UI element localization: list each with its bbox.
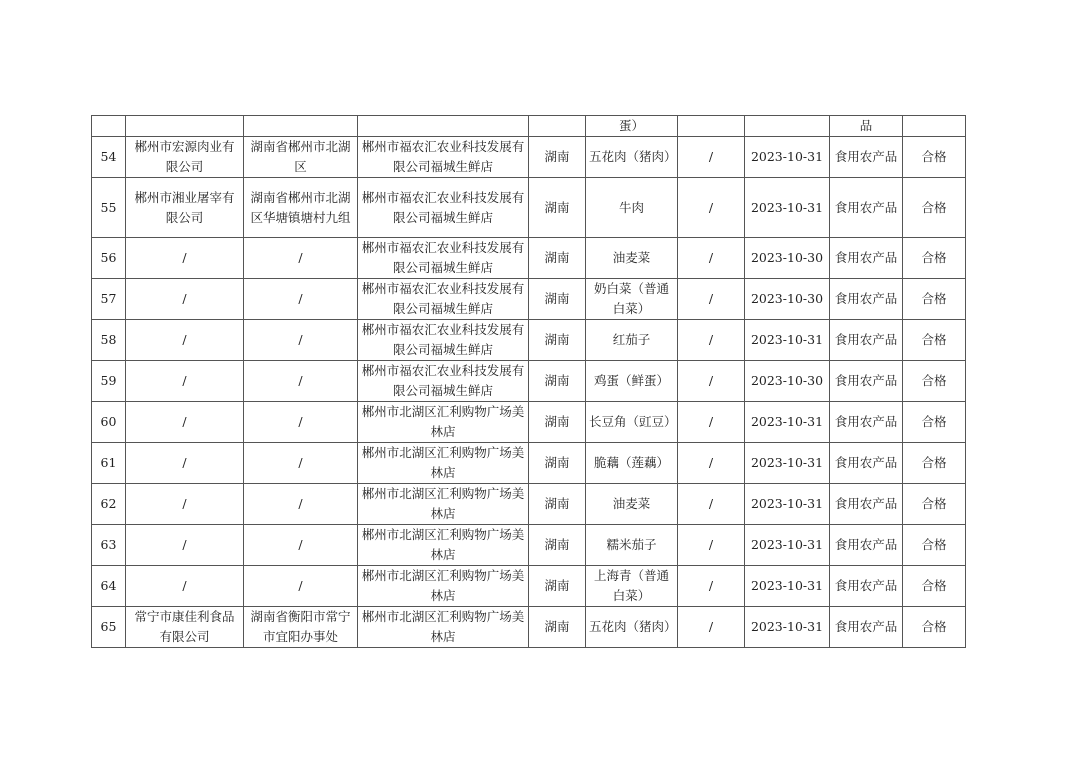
cell-spec: / (678, 137, 745, 178)
cell-date (745, 116, 830, 137)
cell-no (92, 116, 126, 137)
cell-result: 合格 (903, 279, 966, 320)
cell-category: 食用农产品 (830, 178, 903, 238)
cell-producer: / (126, 402, 244, 443)
cell-food-name: 长豆角（豇豆） (586, 402, 678, 443)
cell-spec: / (678, 566, 745, 607)
cell-spec (678, 116, 745, 137)
cell-category: 食用农产品 (830, 402, 903, 443)
cell-date: 2023-10-31 (745, 566, 830, 607)
cell-province: 湖南 (529, 279, 586, 320)
cell-date: 2023-10-31 (745, 402, 830, 443)
cell-result: 合格 (903, 443, 966, 484)
cell-category: 食用农产品 (830, 137, 903, 178)
cell-seller: 郴州市福农汇农业科技发展有限公司福城生鲜店 (358, 178, 529, 238)
cell-producer-address: / (244, 443, 358, 484)
cell-seller: 郴州市北湖区汇利购物广场美林店 (358, 566, 529, 607)
cell-food-name: 上海青（普通白菜） (586, 566, 678, 607)
cell-category: 食用农产品 (830, 607, 903, 648)
cell-producer-address: / (244, 566, 358, 607)
cell-spec: / (678, 525, 745, 566)
cell-food-name: 奶白菜（普通白菜） (586, 279, 678, 320)
cell-province: 湖南 (529, 238, 586, 279)
cell-result: 合格 (903, 484, 966, 525)
cell-spec: / (678, 402, 745, 443)
cell-result: 合格 (903, 137, 966, 178)
cell-result: 合格 (903, 238, 966, 279)
sampling-results-table (91, 115, 966, 648)
cell-category: 食用农产品 (830, 279, 903, 320)
cell-no: 62 (92, 484, 126, 525)
cell-date: 2023-10-31 (745, 320, 830, 361)
table-row (92, 402, 966, 443)
table-row (92, 279, 966, 320)
cell-producer: 郴州市湘业屠宰有限公司 (126, 178, 244, 238)
cell-seller (358, 116, 529, 137)
table-row (92, 443, 966, 484)
cell-province: 湖南 (529, 320, 586, 361)
cell-date: 2023-10-30 (745, 361, 830, 402)
cell-food-name: 红茄子 (586, 320, 678, 361)
cell-province: 湖南 (529, 525, 586, 566)
cell-province: 湖南 (529, 443, 586, 484)
cell-seller: 郴州市北湖区汇利购物广场美林店 (358, 525, 529, 566)
cell-food-name: 蛋） (586, 116, 678, 137)
cell-spec: / (678, 178, 745, 238)
cell-no: 58 (92, 320, 126, 361)
cell-no: 60 (92, 402, 126, 443)
cell-producer-address: / (244, 361, 358, 402)
cell-producer: / (126, 525, 244, 566)
cell-seller: 郴州市北湖区汇利购物广场美林店 (358, 443, 529, 484)
cell-food-name: 油麦菜 (586, 484, 678, 525)
cell-result: 合格 (903, 178, 966, 238)
cell-category: 食用农产品 (830, 320, 903, 361)
cell-date: 2023-10-31 (745, 484, 830, 525)
cell-result: 合格 (903, 361, 966, 402)
cell-seller: 郴州市北湖区汇利购物广场美林店 (358, 402, 529, 443)
cell-date: 2023-10-30 (745, 238, 830, 279)
cell-seller: 郴州市福农汇农业科技发展有限公司福城生鲜店 (358, 320, 529, 361)
cell-producer: / (126, 566, 244, 607)
cell-seller: 郴州市北湖区汇利购物广场美林店 (358, 484, 529, 525)
cell-province: 湖南 (529, 402, 586, 443)
cell-seller: 郴州市福农汇农业科技发展有限公司福城生鲜店 (358, 279, 529, 320)
cell-spec: / (678, 238, 745, 279)
cell-no: 65 (92, 607, 126, 648)
cell-date: 2023-10-31 (745, 443, 830, 484)
cell-producer: 郴州市宏源肉业有限公司 (126, 137, 244, 178)
cell-result (903, 116, 966, 137)
table-row-continued (92, 116, 966, 137)
cell-category: 食用农产品 (830, 238, 903, 279)
cell-province (529, 116, 586, 137)
cell-category: 食用农产品 (830, 484, 903, 525)
cell-producer: / (126, 484, 244, 525)
cell-no: 56 (92, 238, 126, 279)
cell-category: 品 (830, 116, 903, 137)
table-row (92, 320, 966, 361)
cell-seller: 郴州市北湖区汇利购物广场美林店 (358, 607, 529, 648)
cell-province: 湖南 (529, 361, 586, 402)
cell-spec: / (678, 320, 745, 361)
cell-seller: 郴州市福农汇农业科技发展有限公司福城生鲜店 (358, 238, 529, 279)
table-row (92, 566, 966, 607)
cell-producer: / (126, 238, 244, 279)
cell-food-name: 油麦菜 (586, 238, 678, 279)
cell-producer-address: 湖南省衡阳市常宁市宜阳办事处 (244, 607, 358, 648)
cell-province: 湖南 (529, 137, 586, 178)
table-row (92, 607, 966, 648)
cell-producer-address: / (244, 238, 358, 279)
table-row (92, 525, 966, 566)
cell-result: 合格 (903, 566, 966, 607)
table-row (92, 178, 966, 238)
cell-spec: / (678, 361, 745, 402)
cell-date: 2023-10-31 (745, 607, 830, 648)
cell-food-name: 脆藕（莲藕） (586, 443, 678, 484)
cell-no: 64 (92, 566, 126, 607)
cell-spec: / (678, 607, 745, 648)
table-row (92, 238, 966, 279)
cell-food-name: 五花肉（猪肉） (586, 607, 678, 648)
table-body (92, 116, 966, 648)
table-row (92, 361, 966, 402)
cell-category: 食用农产品 (830, 525, 903, 566)
cell-no: 61 (92, 443, 126, 484)
cell-category: 食用农产品 (830, 443, 903, 484)
cell-category: 食用农产品 (830, 361, 903, 402)
cell-producer: / (126, 443, 244, 484)
cell-no: 63 (92, 525, 126, 566)
cell-date: 2023-10-30 (745, 279, 830, 320)
cell-province: 湖南 (529, 178, 586, 238)
cell-producer: / (126, 320, 244, 361)
cell-producer-address: / (244, 402, 358, 443)
cell-result: 合格 (903, 525, 966, 566)
cell-result: 合格 (903, 402, 966, 443)
cell-food-name: 鸡蛋（鲜蛋） (586, 361, 678, 402)
table-row (92, 484, 966, 525)
cell-category: 食用农产品 (830, 566, 903, 607)
cell-date: 2023-10-31 (745, 137, 830, 178)
cell-no: 55 (92, 178, 126, 238)
cell-province: 湖南 (529, 484, 586, 525)
cell-seller: 郴州市福农汇农业科技发展有限公司福城生鲜店 (358, 361, 529, 402)
cell-result: 合格 (903, 320, 966, 361)
cell-producer-address (244, 116, 358, 137)
cell-date: 2023-10-31 (745, 525, 830, 566)
cell-food-name: 五花肉（猪肉） (586, 137, 678, 178)
cell-seller: 郴州市福农汇农业科技发展有限公司福城生鲜店 (358, 137, 529, 178)
cell-date: 2023-10-31 (745, 178, 830, 238)
cell-no: 57 (92, 279, 126, 320)
cell-spec: / (678, 443, 745, 484)
cell-food-name: 牛肉 (586, 178, 678, 238)
cell-producer-address: 湖南省郴州市北湖区 (244, 137, 358, 178)
cell-province: 湖南 (529, 607, 586, 648)
cell-spec: / (678, 484, 745, 525)
cell-producer (126, 116, 244, 137)
cell-no: 54 (92, 137, 126, 178)
cell-producer-address: / (244, 279, 358, 320)
cell-province: 湖南 (529, 566, 586, 607)
cell-result: 合格 (903, 607, 966, 648)
cell-producer: 常宁市康佳利食品有限公司 (126, 607, 244, 648)
cell-food-name: 糯米茄子 (586, 525, 678, 566)
cell-no: 59 (92, 361, 126, 402)
cell-producer-address: / (244, 320, 358, 361)
cell-producer-address: 湖南省郴州市北湖区华塘镇塘村九组 (244, 178, 358, 238)
cell-spec: / (678, 279, 745, 320)
cell-producer: / (126, 361, 244, 402)
cell-producer-address: / (244, 525, 358, 566)
cell-producer-address: / (244, 484, 358, 525)
table-row (92, 137, 966, 178)
cell-producer: / (126, 279, 244, 320)
